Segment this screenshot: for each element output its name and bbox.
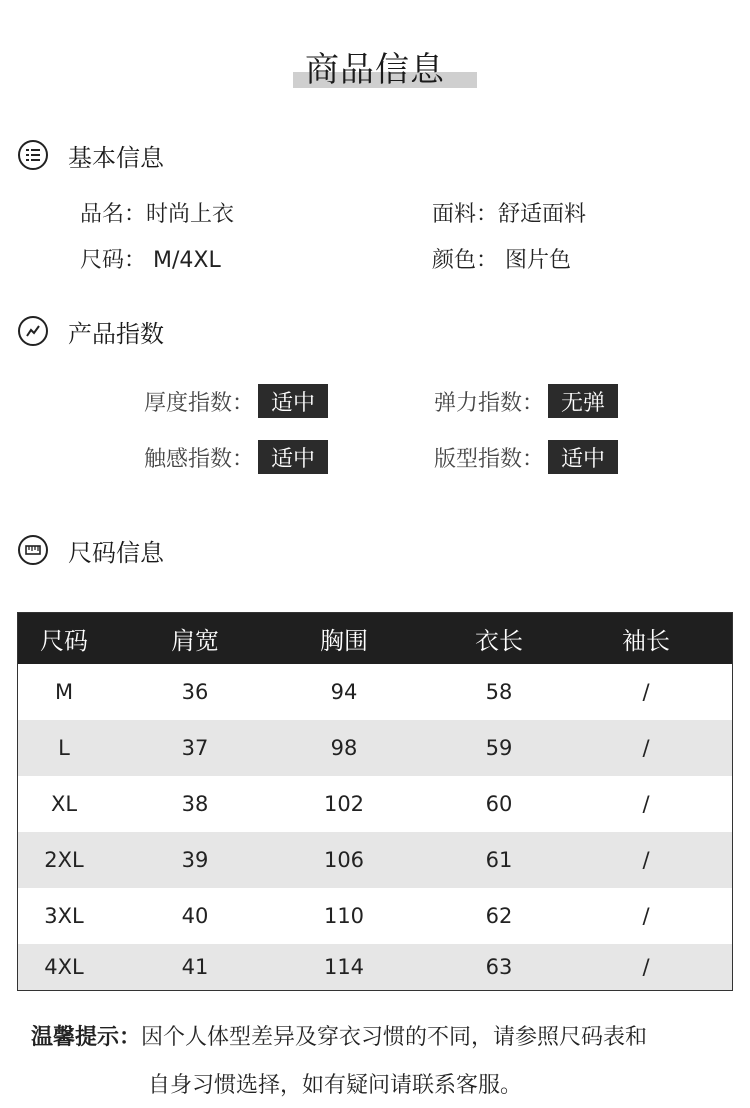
product-size: 尺码： M/4XL (80, 248, 221, 273)
table-cell: 59 (485, 736, 513, 760)
index-label: 弹力指数： (433, 390, 544, 416)
table-row (18, 776, 732, 832)
table-cell: 4XL (44, 955, 84, 979)
product-name: 品名：时尚上衣 (80, 202, 235, 227)
size-table (17, 612, 733, 991)
index-value-badge: 无弹 (548, 384, 618, 418)
page-title: 商品信息 (305, 50, 445, 90)
section-title-size: 尺码信息 (68, 538, 164, 567)
section-title-index: 产品指数 (68, 319, 164, 348)
table-cell: 38 (181, 792, 209, 816)
table-cell: 58 (485, 680, 513, 704)
table-cell: 102 (323, 792, 365, 816)
table-cell: 63 (485, 955, 513, 979)
table-cell: 3XL (44, 904, 84, 928)
index-label: 厚度指数： (143, 390, 254, 416)
table-cell: 36 (181, 680, 209, 704)
index-label: 触感指数： (143, 446, 254, 472)
table-cell: 41 (181, 955, 209, 979)
index-value-badge: 适中 (548, 440, 618, 474)
table-cell: 37 (181, 736, 209, 760)
table-row (18, 720, 732, 776)
table-cell: XL (50, 792, 78, 816)
section-title-basic: 基本信息 (68, 143, 164, 172)
table-cell: 62 (485, 904, 513, 928)
table-cell: / (642, 904, 650, 928)
table-cell: 2XL (44, 848, 84, 872)
index-value-badge: 适中 (258, 440, 328, 474)
table-cell: / (642, 736, 650, 760)
table-cell: M (54, 680, 74, 704)
product-color: 颜色： 图片色 (432, 248, 571, 273)
table-cell: 94 (330, 680, 358, 704)
table-cell: 40 (181, 904, 209, 928)
table-cell: 114 (323, 955, 365, 979)
table-cell: 110 (323, 904, 365, 928)
column-header: 尺码 (40, 627, 88, 655)
index-value-badge: 适中 (258, 384, 328, 418)
index-item-thickness (134, 383, 328, 419)
table-row (18, 944, 732, 990)
table-row (18, 888, 732, 944)
product-fabric: 面料：舒适面料 (432, 202, 587, 227)
ruler-icon (18, 535, 48, 565)
section-header-index (18, 313, 164, 349)
table-row (18, 832, 732, 888)
table-cell: L (58, 736, 70, 760)
column-header: 胸围 (320, 627, 368, 655)
section-header-size (18, 532, 164, 568)
index-item-fit (424, 439, 618, 475)
table-cell: 60 (485, 792, 513, 816)
tip-line-1 (31, 1020, 647, 1051)
section-header-basic (18, 137, 164, 173)
table-cell: / (642, 848, 650, 872)
column-header: 肩宽 (171, 627, 219, 655)
index-item-touch (134, 439, 328, 475)
tip-line-2 (148, 1068, 522, 1099)
table-header-row (18, 613, 732, 664)
tip-text-1: 因个人体型差异及穿衣习惯的不同，请参照尺码表和 (141, 1025, 648, 1050)
table-cell: / (642, 955, 650, 979)
column-header: 衣长 (475, 627, 523, 655)
table-cell: 39 (181, 848, 209, 872)
table-row (18, 664, 732, 720)
table-cell: 106 (323, 848, 365, 872)
table-cell: 61 (485, 848, 513, 872)
table-cell: / (642, 680, 650, 704)
tip-text-2: 自身习惯选择，如有疑问请联系客服。 (148, 1073, 523, 1098)
trend-icon (18, 316, 48, 346)
index-label: 版型指数： (433, 446, 544, 472)
table-cell: / (642, 792, 650, 816)
column-header: 袖长 (622, 627, 670, 655)
table-cell: 98 (330, 736, 358, 760)
page-title-block (0, 40, 750, 100)
list-icon (18, 140, 48, 170)
tip-label: 温馨提示： (31, 1025, 142, 1050)
index-item-elasticity (424, 383, 618, 419)
